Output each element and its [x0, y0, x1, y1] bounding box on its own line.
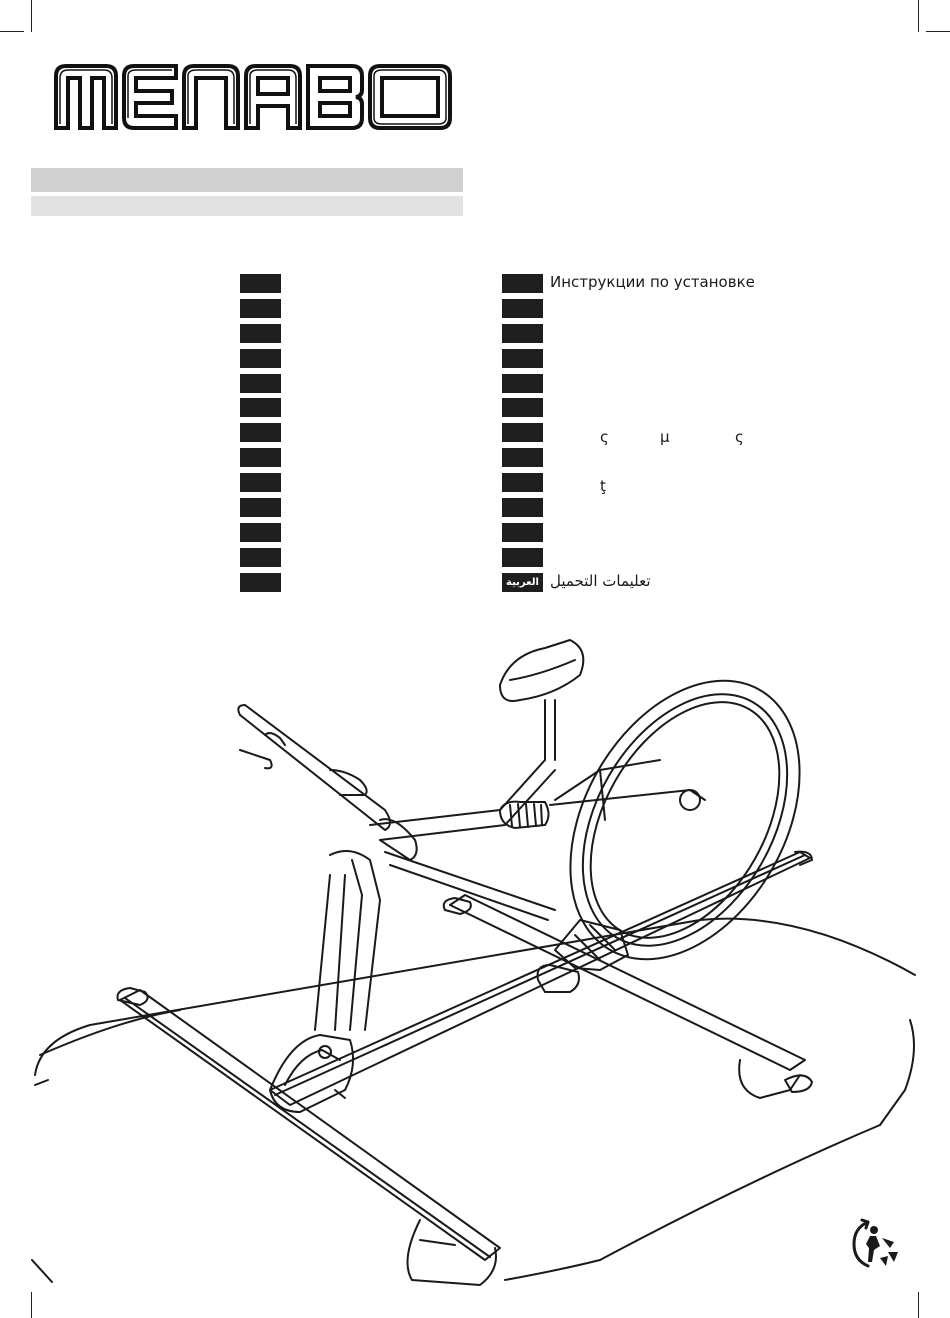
crop-mark-top-right-h: [926, 31, 950, 32]
language-tag: [502, 473, 543, 492]
language-tag: [240, 398, 281, 417]
stray-glyph: ς: [735, 428, 744, 446]
menabo-logo: [52, 62, 454, 132]
language-tag: [502, 274, 543, 293]
stray-glyph: μ: [660, 428, 670, 446]
language-label-russian: Инструкции по установке: [550, 273, 755, 291]
rear-cross-bar: [120, 990, 500, 1260]
stray-glyph: ς: [600, 428, 609, 446]
language-tag: [502, 324, 543, 343]
language-tag: [502, 548, 543, 567]
recycle-person-icon: [848, 1216, 904, 1272]
crop-mark-top-right-v: [918, 0, 919, 32]
language-tag: [502, 349, 543, 368]
language-tag: [502, 374, 543, 393]
bike-roof-rack-illustration: [0, 620, 950, 1300]
language-tag: [240, 299, 281, 318]
language-tag: [240, 349, 281, 368]
language-tag-arabic: العربية: [502, 573, 543, 592]
language-tag: [502, 299, 543, 318]
bike-fork: [315, 875, 345, 1030]
language-tag: [240, 324, 281, 343]
language-tag: [240, 573, 281, 592]
stray-glyph: ţ: [600, 477, 606, 495]
language-tag: [240, 423, 281, 442]
bike-saddle: [500, 640, 583, 701]
crop-mark-top-left-h: [0, 31, 24, 32]
language-tag: [240, 473, 281, 492]
title-bar: [31, 168, 463, 192]
language-tag: [240, 523, 281, 542]
language-tag: [240, 548, 281, 567]
front-cross-bar: [450, 895, 805, 1070]
car-roof-outline: [35, 919, 915, 1075]
subtitle-bar: [31, 196, 463, 216]
language-tag: [502, 398, 543, 417]
bike-handlebar: [238, 705, 390, 830]
crop-mark-top-left-v: [31, 0, 32, 32]
language-tag: [240, 274, 281, 293]
bike-seatpost: [545, 700, 555, 760]
language-label-arabic: تعليمات التحميل: [550, 571, 651, 590]
language-tag: [240, 448, 281, 467]
language-tag: [502, 448, 543, 467]
language-tag: [502, 423, 543, 442]
language-tag: [240, 498, 281, 517]
language-tag: [240, 374, 281, 393]
language-tag: [502, 498, 543, 517]
language-tag: [502, 523, 543, 542]
